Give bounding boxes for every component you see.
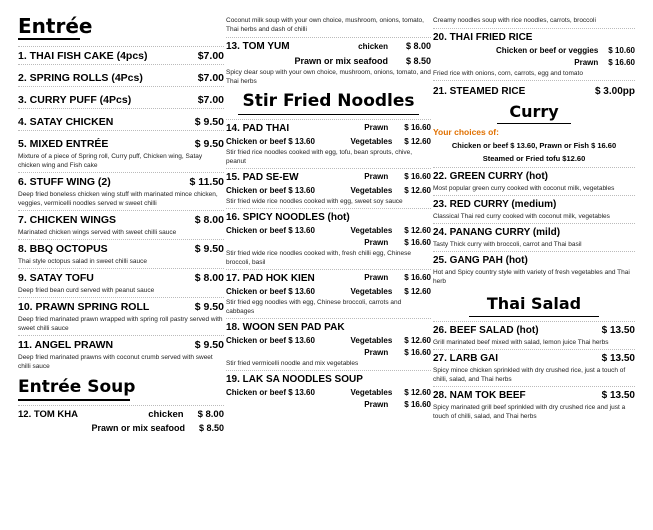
- option-label: Chicken or beef $ 13.60: [226, 137, 315, 146]
- item-description: Tasty Thick curry with broccoli, carrot and Thai basil: [433, 241, 582, 248]
- menu-item-21: [433, 80, 635, 99]
- item-price: $7.00: [197, 94, 224, 106]
- menu-item-2: [18, 64, 224, 86]
- option-label: Chicken or beef $ 13.60: [226, 287, 315, 296]
- item-price: $ 11.50: [189, 176, 224, 188]
- choices-heading: Your choices of:: [433, 127, 499, 137]
- item-name: 21. STEAMED RICE: [433, 86, 526, 97]
- option-price: $ 12.60: [404, 226, 431, 235]
- item-name: 10. PRAWN SPRING ROLL: [18, 301, 150, 313]
- option-label: Prawn: [364, 348, 389, 357]
- section-title-entree: Entrée: [18, 14, 93, 38]
- item-name: 12. TOM KHA: [18, 409, 79, 420]
- continued-description: Coconut milk soup with your own choice, mushroom, onions, tomato, Thai herbs and dash of chilli: [226, 17, 424, 33]
- item-description: Classical Thai red curry cooked with coconut milk, vegetables: [433, 213, 610, 220]
- continued-description: Creamy noodles soup with rice noodles, carrots, broccoli: [433, 17, 596, 24]
- column-entree: [18, 14, 224, 435]
- item-description: Grill marinated beef mixed with salad, lemon juice Thai herbs: [433, 339, 609, 346]
- menu-item-10: [18, 297, 224, 335]
- item-description: Mixture of a piece of Spring roll, Curry puff, Chicken wing, Satay chicken wing and Fish cake: [18, 153, 203, 169]
- section-title-curry: Curry: [497, 101, 571, 124]
- menu-item-1: [18, 46, 224, 64]
- option-label: Chicken or beef $ 13.60: [226, 186, 315, 195]
- item-description: Deep fried boneless chicken wing stuff with marinated mince chicken, veggies, vermicelli noodles served w sweet chilli: [18, 191, 218, 207]
- item-name: 2. SPRING ROLLS (4Pcs): [18, 72, 143, 84]
- item-name: 17. PAD HOK KIEN: [226, 273, 315, 284]
- option-label: chicken: [358, 42, 388, 51]
- option-price: $ 12.60: [404, 287, 431, 296]
- item-name: 8. BBQ OCTOPUS: [18, 243, 108, 255]
- menu-item-20: [433, 28, 635, 80]
- item-description: Most popular green curry cooked with coconut milk, vegetables: [433, 185, 615, 192]
- option-label: Prawn: [364, 238, 389, 247]
- option-label: Prawn: [364, 273, 389, 282]
- item-name: 13. TOM YUM: [226, 41, 290, 52]
- section-title-thai-salad: Thai Salad: [469, 292, 599, 317]
- option-label: Prawn or mix seafood: [91, 423, 185, 433]
- option-price: $ 12.60: [404, 186, 431, 195]
- item-description: Stir fried wide rice noodles cooked with egg, sweet soy sauce: [226, 198, 403, 205]
- item-name: 28. NAM TOK BEEF: [433, 390, 526, 401]
- option-label: chicken: [148, 409, 184, 420]
- option-label: Vegetables: [350, 186, 393, 195]
- option-price: $ 16.60: [608, 58, 635, 67]
- item-name: 25. GANG PAH (hot): [433, 255, 528, 266]
- menu-item-3: [18, 86, 224, 108]
- item-description: Deep fried marinated prawn wrapped with spring roll pastry served with sweet chilli sauce: [18, 316, 223, 332]
- option-price: $ 16.60: [404, 400, 431, 409]
- item-name: 19. LAK SA NOODLES SOUP: [226, 374, 363, 385]
- item-description: Marinated chicken wings served with sweet chilli sauce: [18, 229, 177, 236]
- item-name: 11. ANGEL PRAWN: [18, 339, 114, 351]
- item-price: $ 13.50: [601, 353, 635, 364]
- option-label: Prawn: [364, 400, 389, 409]
- column-rice-curry-salad: [433, 16, 635, 423]
- option-price: $ 16.60: [404, 123, 431, 132]
- column-noodles: [226, 16, 431, 411]
- item-name: 1. THAI FISH CAKE (4pcs): [18, 50, 148, 62]
- menu-item-19: [226, 370, 431, 411]
- option-price: $ 8.00: [405, 41, 431, 51]
- menu-item-15: [226, 168, 431, 208]
- item-name: 14. PAD THAI: [226, 123, 290, 134]
- item-description: Deep fried bean curd served with peanut sauce: [18, 287, 155, 294]
- item-name: 23. RED CURRY (medium): [433, 199, 557, 210]
- menu-item-24: [433, 223, 635, 251]
- option-label: Vegetables: [350, 388, 393, 397]
- choices-line: Steamed or Fried tofu $12.60: [482, 154, 586, 163]
- option-price: $ 12.60: [404, 336, 431, 345]
- option-price: $ 8.00: [197, 409, 224, 420]
- section-title-entree-soup: Entrée Soup: [18, 377, 130, 401]
- option-label: Chicken or beef $ 13.60: [226, 388, 315, 397]
- item-price: $ 9.50: [194, 301, 224, 313]
- menu-item-27: [433, 349, 635, 386]
- item-price: $ 9.50: [194, 339, 224, 351]
- item-name: 20. THAI FRIED RICE: [433, 32, 533, 43]
- item-name: 5. MIXED ENTRÉE: [18, 138, 109, 150]
- item-name: 6. STUFF WING (2): [18, 176, 111, 188]
- menu-item-18: [226, 318, 431, 370]
- item-price: $7.00: [197, 72, 224, 84]
- item-description: Spicy clear soup with your own choice, mushroom, onions, tomato, and Thai herbs: [226, 69, 431, 85]
- option-label: Vegetables: [350, 226, 393, 235]
- item-description: Stir fried wide rice noodles cooked with, fresh chilli egg, Chinese broccoli, basil: [226, 250, 411, 266]
- option-label: Chicken or beef $ 13.60: [226, 336, 315, 345]
- item-name: 27. LARB GAI: [433, 353, 499, 364]
- item-description: Deep fried marinated prawns with coconut crumb served with sweet chilli sauce: [18, 354, 213, 370]
- menu-item-11: [18, 335, 224, 373]
- menu-item-26: [433, 321, 635, 349]
- menu-item-16: [226, 208, 431, 269]
- item-price: $ 3.00pp: [594, 86, 635, 97]
- item-description: Hot and Spicy country style with variety of fresh vegetables and Thai herb: [433, 269, 630, 285]
- menu-item-5: [18, 130, 224, 172]
- option-price: $ 10.60: [608, 46, 635, 55]
- menu-item-17: [226, 269, 431, 318]
- option-label: Vegetables: [350, 336, 393, 345]
- item-price: $ 8.00: [194, 214, 224, 226]
- item-price: $ 8.00: [194, 272, 224, 284]
- menu-item-12: [18, 405, 224, 435]
- option-label: Prawn: [364, 172, 389, 181]
- menu-item-13: [226, 37, 431, 88]
- option-label: Vegetables: [350, 137, 393, 146]
- item-price: $ 13.50: [601, 390, 635, 401]
- item-description: Stir fried egg noodles with egg, Chinese broccoli, carrots and cabbages: [226, 299, 402, 315]
- item-price: $ 9.50: [194, 138, 224, 150]
- option-price: $ 8.50: [198, 423, 224, 433]
- item-description: Fried rice with onions, corn, carrots, egg and tomato: [433, 70, 583, 77]
- item-name: 7. CHICKEN WINGS: [18, 214, 117, 226]
- option-label: Prawn: [364, 123, 389, 132]
- option-price: $ 8.50: [405, 56, 431, 66]
- item-name: 24. PANANG CURRY (mild): [433, 227, 561, 238]
- item-price: $ 9.50: [194, 116, 224, 128]
- item-description: Stir fried rice noodles cooked with egg, tofu, bean sprouts, chive, peanut: [226, 149, 413, 165]
- item-description: Spicy mince chicken sprinkled with dry crushed rice, just a touch of chilli, salad, and Thai herbs: [433, 367, 626, 383]
- option-price: $ 16.60: [404, 273, 431, 282]
- menu-item-7: [18, 210, 224, 239]
- item-name: 9. SATAY TOFU: [18, 272, 94, 284]
- item-description: Thai style octopus salad in sweet chilli sauce: [18, 258, 147, 265]
- item-name: 4. SATAY CHICKEN: [18, 116, 114, 128]
- option-label: Vegetables: [350, 287, 393, 296]
- item-price: $7.00: [197, 50, 224, 62]
- menu-item-28: [433, 386, 635, 423]
- menu-item-23: [433, 195, 635, 223]
- item-price: $ 13.50: [601, 325, 635, 336]
- option-price: $ 16.60: [404, 348, 431, 357]
- item-name: 3. CURRY PUFF (4Pcs): [18, 94, 132, 106]
- item-description: Spicy marinated grill beef sprinkled with dry crushed rice and just a touch of chilli, salad, and Thai herbs: [433, 404, 626, 420]
- option-price: $ 16.60: [404, 172, 431, 181]
- item-name: 15. PAD SE-EW: [226, 172, 299, 183]
- section-title-stir-fried-noodles: Stir Fried Noodles: [238, 88, 419, 115]
- option-label: Chicken or beef or veggies: [496, 46, 599, 55]
- option-label: Prawn: [574, 58, 599, 67]
- menu-item-6: [18, 172, 224, 210]
- item-name: 16. SPICY NOODLES (hot): [226, 212, 350, 223]
- item-name: 22. GREEN CURRY (hot): [433, 171, 549, 182]
- menu-item-4: [18, 108, 224, 130]
- choices-line: Chicken or beef $ 13.60, Prawn or Fish $ 16.60: [451, 141, 617, 150]
- option-price: $ 12.60: [404, 388, 431, 397]
- item-name: 26. BEEF SALAD (hot): [433, 325, 539, 336]
- menu-item-25: [433, 251, 635, 288]
- option-price: $ 16.60: [404, 238, 431, 247]
- menu-item-14: [226, 119, 431, 168]
- option-price: $ 12.60: [404, 137, 431, 146]
- menu-item-9: [18, 268, 224, 297]
- item-price: $ 9.50: [194, 243, 224, 255]
- option-label: Chicken or beef $ 13.60: [226, 226, 315, 235]
- option-label: Prawn or mix seafood: [294, 56, 388, 66]
- item-name: 18. WOON SEN PAD PAK: [226, 322, 345, 333]
- menu-item-8: [18, 239, 224, 268]
- item-description: Stir fried vermicelli noodle and mix vegetables: [226, 360, 359, 367]
- menu-item-22: [433, 167, 635, 195]
